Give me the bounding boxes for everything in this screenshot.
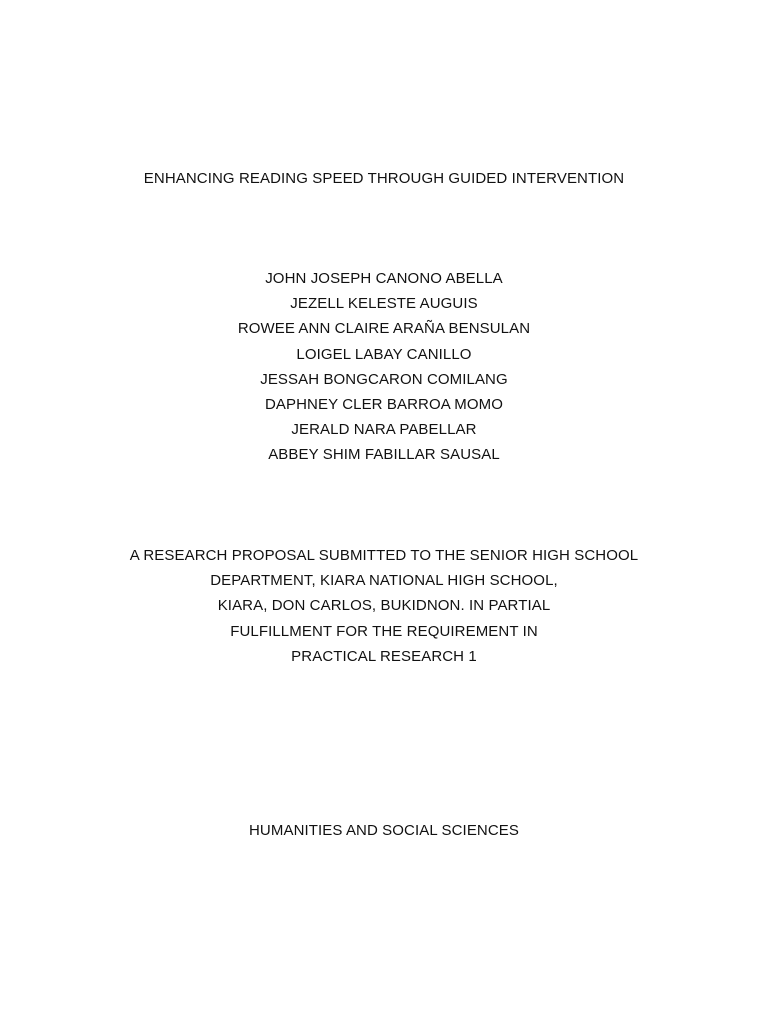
title-block: [10, 166, 758, 191]
author-name: JEZELL KELESTE AUGUIS: [290, 295, 478, 313]
author-name: ABBEY SHIM FABILLAR SAUSAL: [268, 446, 500, 464]
strand-block: [10, 818, 758, 843]
proposal-line: A RESEARCH PROPOSAL SUBMITTED TO THE SENIOR HIGH SCHOOL: [129, 547, 639, 564]
strand-name: HUMANITIES AND SOCIAL SCIENCES: [249, 822, 519, 839]
author-name: JESSAH BONGCARON COMILANG: [260, 370, 508, 388]
author-name: LOIGEL LABAY CANILLO: [296, 345, 472, 363]
proposal-line: KIARA, DON CARLOS, BUKIDNON. IN PARTIAL: [217, 597, 551, 615]
author-name: JOHN JOSEPH CANONO ABELLA: [265, 270, 503, 287]
author-name: DAPHNEY CLER BARROA MOMO: [264, 396, 503, 414]
document-title: ENHANCING READING SPEED THROUGH GUIDED INTERVENTION: [143, 170, 625, 187]
proposal-line: DEPARTMENT, KIARA NATIONAL HIGH SCHOOL,: [210, 572, 558, 590]
author-name: JERALD NARA PABELLAR: [291, 421, 477, 439]
proposal-statement: [10, 543, 758, 669]
author-name: ROWEE ANN CLAIRE ARAÑA BENSULAN: [237, 320, 531, 338]
proposal-line: PRACTICAL RESEARCH 1: [291, 647, 477, 665]
author-list: [10, 266, 758, 468]
proposal-line: FULFILLMENT FOR THE REQUIREMENT IN: [230, 622, 538, 640]
